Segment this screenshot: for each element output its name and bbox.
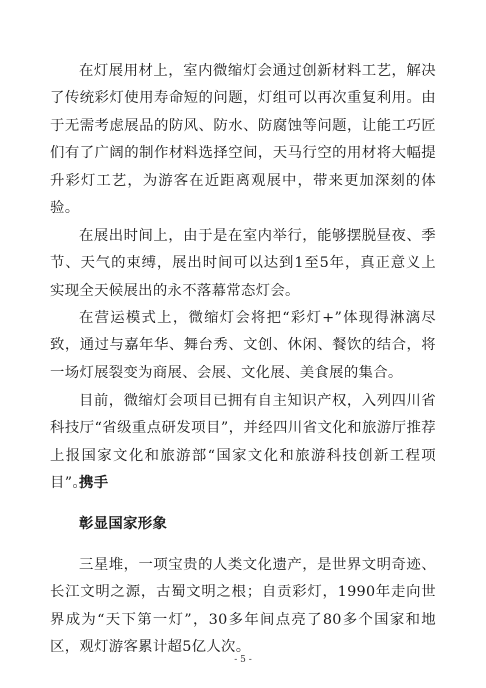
paragraph-current-status: 目前，微缩灯会项目已拥有自主知识产权，入列四川省科技厅“省级重点研发项目”，并经四川省文化和旅游厅推荐上报国家文化和旅游部“国家文化和旅游科技创新工程项目”。 <box>50 393 436 492</box>
paragraph-lighting-materials: 在灯展用材上，室内微缩灯会通过创新材料工艺，解决了传统彩灯使用寿命短的问题，灯组可以再次重复利用。由于无需考虑展品的防风、防水、防腐蚀等问题，让能工巧匠们有了广阔的制作材料选择空间，天马行空的用材将大幅提升彩灯工艺，为游客在近距离观展中，带来更加深刻的体验。 <box>50 63 436 217</box>
paragraph-operation-mode: 在营运模式上，微缩灯会将把“彩灯+”体现得淋漓尽致，通过与嘉年华、舞台秀、文创、休闲、餐饮的结合，将一场灯展裂变为商展、会展、文化展、美食展的集合。 <box>50 310 436 381</box>
paragraph-exhibition-time: 在展出时间上，由于是在室内举行，能够摆脱昼夜、季节、天气的束缚，展出时间可以达到1至5年，真正意义上实现全天候展出的永不落幕常态灯会。 <box>50 228 436 299</box>
section-heading-join-hands: 携手 <box>79 475 109 491</box>
subsection-heading-national-image: 彰显国家形象 <box>79 516 168 532</box>
page-number: - 5 - <box>234 655 252 665</box>
paragraph-sanxingdui: 三星堆，一项宝贵的人类文化遗产，是世界文明奇迹、长江文明之源，古蜀文明之根；自贡彩灯，1990年走向世界成为“天下第一灯”，30多年间点亮了80多个国家和地区，观灯游客累计超5亿人次。 <box>50 557 436 656</box>
